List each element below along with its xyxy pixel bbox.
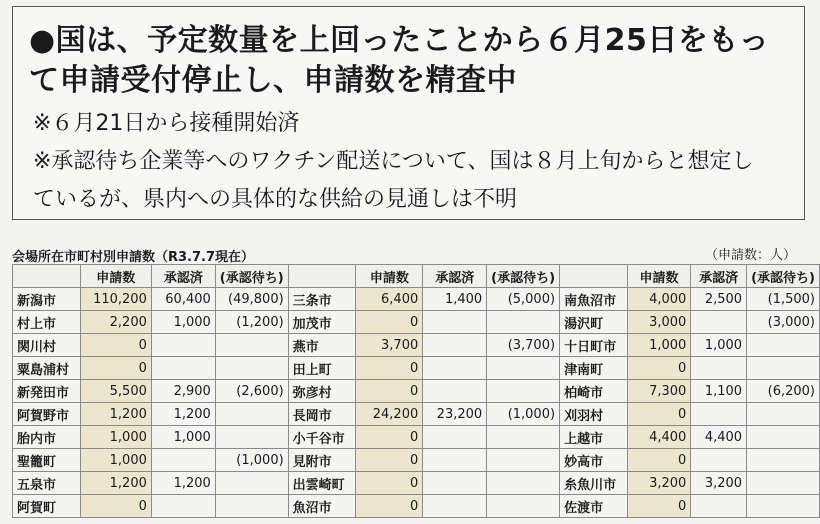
note-start-date: ※６月21日から接種開始済: [33, 111, 300, 136]
approved-cell: [423, 495, 487, 518]
municipality-name: 弥彦村: [288, 380, 356, 403]
applied-cell: 1,200: [80, 403, 151, 426]
headline: [29, 21, 809, 101]
approved-cell: 1,100: [691, 380, 747, 403]
applied-cell: 4,400: [627, 426, 690, 449]
applied-cell: 0: [356, 311, 423, 334]
pending-cell: [215, 472, 288, 495]
municipality-name: 十日町市: [560, 334, 628, 357]
approved-cell: [151, 357, 215, 380]
approved-cell: [423, 472, 487, 495]
header-approved: 承認済: [691, 265, 747, 288]
applied-cell: 4,000: [627, 288, 690, 311]
applications-table: [12, 264, 820, 518]
pending-cell: (1,200): [215, 311, 288, 334]
approved-cell: 2,900: [151, 380, 215, 403]
pending-cell: [487, 426, 560, 449]
applied-cell: 3,700: [356, 334, 423, 357]
municipality-name: 出雲崎町: [288, 472, 356, 495]
municipality-name: 聖籠町: [13, 449, 81, 472]
municipality-name: 阿賀野市: [13, 403, 81, 426]
note-delivery: [33, 143, 803, 219]
applied-cell: 7,300: [627, 380, 690, 403]
pending-cell: [487, 472, 560, 495]
note-delivery-line-1: ※承認待ち企業等へのワクチン配送について、国は８月上旬からと想定し: [33, 149, 754, 174]
pending-cell: [215, 495, 288, 518]
table-row: [13, 403, 820, 426]
pending-cell: [747, 449, 820, 472]
applied-cell: 0: [627, 449, 690, 472]
pending-cell: (1,000): [215, 449, 288, 472]
municipality-name: 糸魚川市: [560, 472, 628, 495]
approved-cell: 60,400: [151, 288, 215, 311]
municipality-name: 上越市: [560, 426, 628, 449]
municipality-name: 村上市: [13, 311, 81, 334]
notice-box: [12, 6, 805, 220]
applied-cell: 0: [356, 495, 423, 518]
municipality-name: 魚沼市: [288, 495, 356, 518]
approved-cell: 1,400: [423, 288, 487, 311]
applied-cell: 0: [356, 357, 423, 380]
pending-cell: (2,600): [215, 380, 288, 403]
approved-cell: 23,200: [423, 403, 487, 426]
pending-cell: [747, 495, 820, 518]
municipality-name: 田上町: [288, 357, 356, 380]
approved-cell: [691, 495, 747, 518]
table-row: [13, 334, 820, 357]
pending-cell: (6,200): [747, 380, 820, 403]
pending-cell: [747, 403, 820, 426]
header-approved: 承認済: [151, 265, 215, 288]
applied-cell: 1,200: [80, 472, 151, 495]
table-row: [13, 426, 820, 449]
header-blank: [560, 265, 628, 288]
pending-cell: [487, 311, 560, 334]
table-caption: 会場所在市町村別申請数（R3.7.7現在）: [12, 250, 255, 265]
pending-cell: (3,700): [487, 334, 560, 357]
applied-cell: 1,000: [627, 334, 690, 357]
approved-cell: [423, 449, 487, 472]
municipality-name: 五泉市: [13, 472, 81, 495]
municipality-name: 湯沢町: [560, 311, 628, 334]
table-row: [13, 449, 820, 472]
pending-cell: [215, 334, 288, 357]
municipality-name: 粟島浦村: [13, 357, 81, 380]
municipality-name: 関川村: [13, 334, 81, 357]
pending-cell: (5,000): [487, 288, 560, 311]
applied-cell: 3,000: [627, 311, 690, 334]
header-applied: 申請数: [80, 265, 151, 288]
header-approved: 承認済: [423, 265, 487, 288]
pending-cell: [487, 449, 560, 472]
header-applied: 申請数: [356, 265, 423, 288]
pending-cell: [487, 495, 560, 518]
pending-cell: [487, 357, 560, 380]
approved-cell: 1,200: [151, 472, 215, 495]
municipality-name: 三条市: [288, 288, 356, 311]
approved-cell: 1,000: [691, 334, 747, 357]
municipality-name: 燕市: [288, 334, 356, 357]
municipality-name: 佐渡市: [560, 495, 628, 518]
applied-cell: 2,200: [80, 311, 151, 334]
header-blank: [288, 265, 356, 288]
table-row: [13, 288, 820, 311]
municipality-name: 新発田市: [13, 380, 81, 403]
pending-cell: [747, 357, 820, 380]
municipality-name: 妙高市: [560, 449, 628, 472]
applied-cell: 0: [356, 426, 423, 449]
header-applied: 申請数: [627, 265, 690, 288]
table-header-row: [13, 265, 820, 288]
municipality-name: 刈羽村: [560, 403, 628, 426]
table-row: [13, 472, 820, 495]
pending-cell: [487, 380, 560, 403]
approved-cell: [691, 403, 747, 426]
applied-cell: 0: [80, 357, 151, 380]
approved-cell: 3,200: [691, 472, 747, 495]
pending-cell: (3,000): [747, 311, 820, 334]
applied-cell: 0: [356, 380, 423, 403]
applied-cell: 24,200: [356, 403, 423, 426]
applied-cell: 0: [627, 495, 690, 518]
pending-cell: [215, 426, 288, 449]
municipality-name: 加茂市: [288, 311, 356, 334]
applied-cell: 1,000: [80, 449, 151, 472]
applied-cell: 110,200: [80, 288, 151, 311]
approved-cell: [151, 449, 215, 472]
headline-line-1: ●国は、予定数量を上回ったことから６月25日をもっ: [29, 23, 770, 58]
table-row: [13, 495, 820, 518]
applied-cell: 1,000: [80, 426, 151, 449]
municipality-name: 新潟市: [13, 288, 81, 311]
header-pending: (承認待ち): [487, 265, 560, 288]
applied-cell: 0: [80, 334, 151, 357]
municipality-name: 小千谷市: [288, 426, 356, 449]
pending-cell: (1,500): [747, 288, 820, 311]
applied-cell: 0: [356, 472, 423, 495]
municipality-name: 南魚沼市: [560, 288, 628, 311]
municipality-name: 津南町: [560, 357, 628, 380]
approved-cell: 1,000: [151, 426, 215, 449]
approved-cell: [423, 311, 487, 334]
approved-cell: [691, 357, 747, 380]
table-row: [13, 311, 820, 334]
approved-cell: [151, 495, 215, 518]
applied-cell: 0: [356, 449, 423, 472]
approved-cell: [423, 380, 487, 403]
header-pending: (承認待ち): [215, 265, 288, 288]
applied-cell: 6,400: [356, 288, 423, 311]
applied-cell: 5,500: [80, 380, 151, 403]
headline-line-2: て申請受付停止し、申請数を精査中: [29, 63, 517, 98]
approved-cell: [423, 426, 487, 449]
pending-cell: (49,800): [215, 288, 288, 311]
pending-cell: (1,000): [487, 403, 560, 426]
pending-cell: [747, 334, 820, 357]
pending-cell: [747, 426, 820, 449]
municipality-name: 見附市: [288, 449, 356, 472]
approved-cell: [423, 357, 487, 380]
header-pending: (承認待ち): [747, 265, 820, 288]
pending-cell: [747, 472, 820, 495]
approved-cell: 1,200: [151, 403, 215, 426]
approved-cell: 4,400: [691, 426, 747, 449]
header-blank: [13, 265, 81, 288]
municipality-name: 長岡市: [288, 403, 356, 426]
table-row: [13, 357, 820, 380]
table-unit: （申請数：人）: [704, 248, 796, 263]
approved-cell: 2,500: [691, 288, 747, 311]
applied-cell: 0: [627, 403, 690, 426]
municipality-name: 胎内市: [13, 426, 81, 449]
pending-cell: [215, 403, 288, 426]
approved-cell: [423, 334, 487, 357]
municipality-name: 阿賀町: [13, 495, 81, 518]
table-row: [13, 380, 820, 403]
applied-cell: 0: [627, 357, 690, 380]
approved-cell: 1,000: [151, 311, 215, 334]
approved-cell: [691, 449, 747, 472]
note-delivery-line-2: ているが、県内への具体的な供給の見通しは不明: [33, 187, 518, 212]
applied-cell: 3,200: [627, 472, 690, 495]
municipality-name: 柏崎市: [560, 380, 628, 403]
approved-cell: [691, 311, 747, 334]
pending-cell: [215, 357, 288, 380]
applied-cell: 0: [80, 495, 151, 518]
approved-cell: [151, 334, 215, 357]
